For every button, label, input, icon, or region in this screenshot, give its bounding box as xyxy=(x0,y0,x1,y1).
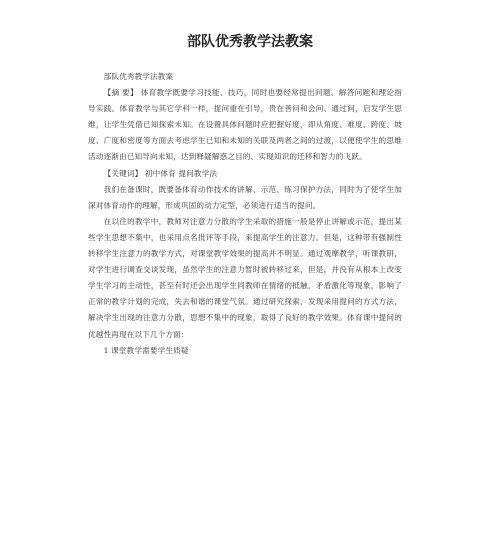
abstract-paragraph: 【摘 要】 体育教学既要学习技能、技巧，同时也要经常提出问题、解答问题和理论指导实践。体育教学与其它学科一样，提问重在引导，贵在善问和会问、通过问，启发学生思维，让学生凭借已知探索未知。在设置具体问题时应把握好度，即从角度、难度、跨度、坡度、广度和密度等方面去考虑学生已知和未知的关联及两者之间的过渡，以便使学生的思维活动逐渐由已知导向未知，达到释疑解惑之目的、实现知识的迁移和智力的飞跃。 xyxy=(88,88,402,162)
body-paragraph-1: 我们在备课时，既要备体育动作技术的讲解、示范、练习保护方法，同时为了使学生加深对体育动作的理解，形成巩固的动力定型，必须进行适当的提问。 xyxy=(88,184,402,210)
body-paragraph-2: 在以往的教学中，教师对注意力分散的学生采取的措施一般是停止讲解或示范，提出某些学生思想不集中，也采用点名批评等手段，来提高学生的注意力。但是，这种带有强制性转移学生注意力的教学方式，对课堂教学效果的提高并不明显。通过观摩教学，听课教研，对学生进行调查交谈发现，虽然学生的注意力暂时被转移过来，但是，并没有从根本上改变学生学习的主动性，甚至有时还会出现学生同教师在情绪的抵触，矛盾激化等现象，影响了正常的教学计划的完成，失去和谐的课堂气氛。通过研究探索，发现采用提问的方式方法，解决学生出现的注意力分散，思想不集中的现象，取得了良好的教学效果。体育课中提问的优越性再现在以下几个方面： xyxy=(88,216,402,339)
document-body xyxy=(88,69,402,359)
page-title: 部队优秀教学法教案 xyxy=(187,34,313,50)
keywords-line: 【关键词】 初中体育 提问教学法 xyxy=(103,168,218,178)
document-subtitle: 部队优秀教学法教案 xyxy=(103,72,174,81)
section-heading: 1 课堂教学需要学生质疑 xyxy=(103,345,189,355)
